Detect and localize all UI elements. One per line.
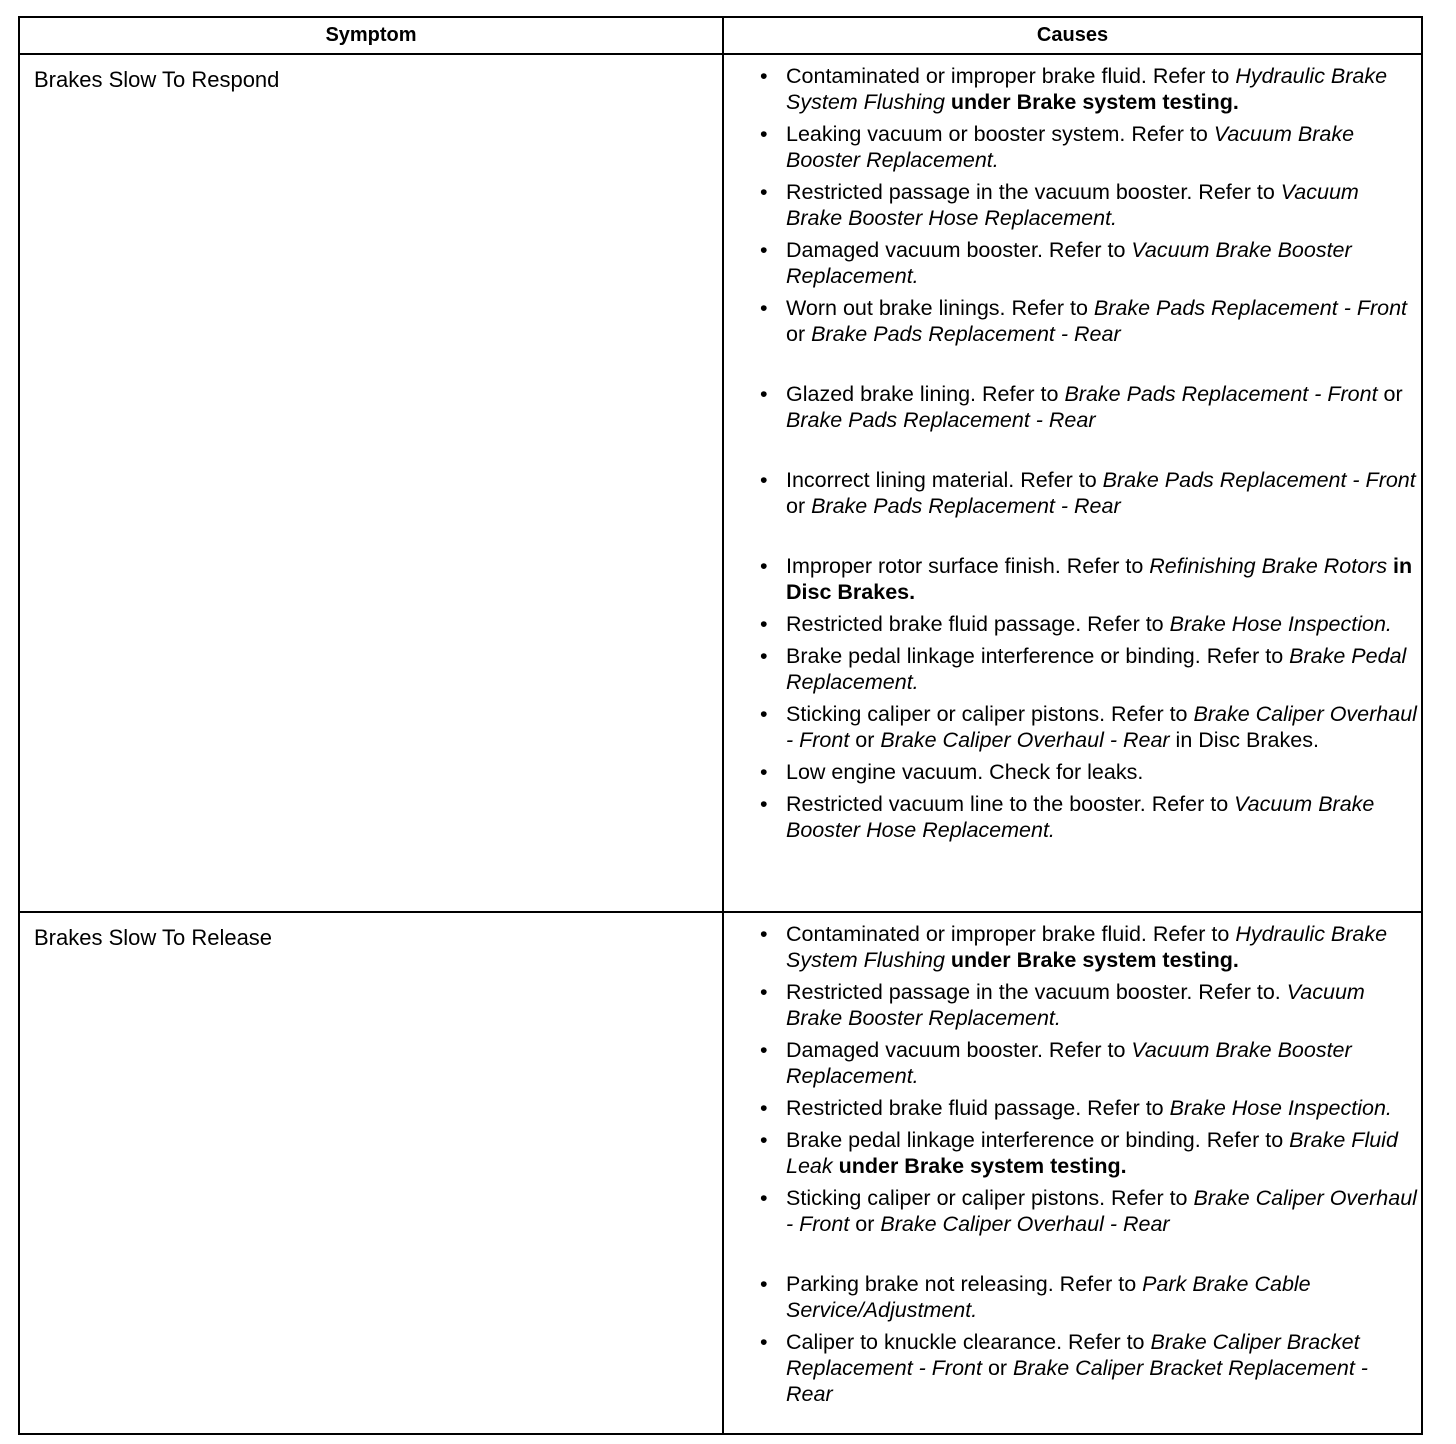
cause-reference: Brake Fluid Leak [786,1128,1398,1178]
cause-reference: Brake Caliper Bracket Replacement - Rear [786,1356,1368,1406]
cause-reference: Vacuum Brake Booster Replacement. [786,122,1355,172]
cause-item [760,63,1417,115]
cause-item [760,1329,1417,1407]
cause-item [760,121,1417,173]
cause-text: Damaged vacuum booster. Refer to [786,1038,1132,1062]
symptom-text: Brakes Slow To Respond [34,67,280,92]
cause-reference: Refinishing Brake Rotors [1149,554,1388,578]
cause-reference: Brake Caliper Overhaul - Rear [880,728,1170,752]
cause-item [760,1037,1417,1089]
cause-text: Damaged vacuum booster. Refer to [786,238,1132,262]
cause-reference: Brake Hose Inspection. [1169,1096,1392,1120]
cause-text: Brake pedal linkage interference or binding. Refer to [786,1128,1290,1152]
cause-text: Contaminated or improper brake fluid. Refer to [786,922,1236,946]
causes-header: Causes [723,17,1422,54]
cause-reference: Brake Caliper Overhaul - Rear [880,1212,1170,1236]
cause-reference: Brake Pads Replacement - Rear [811,322,1121,346]
cause-text: Sticking caliper or caliper pistons. Refer to [786,1186,1194,1210]
symptom-text: Brakes Slow To Release [34,925,273,950]
cause-connector: or [786,494,812,518]
cause-reference: Park Brake Cable Service/Adjustment. [786,1272,1311,1322]
diagnosis-table [18,16,1423,1435]
cause-text: Incorrect lining material. Refer to [786,468,1103,492]
cause-item [760,979,1417,1031]
symptom-cell [19,54,723,912]
table-row [19,54,1422,912]
cause-text: Contaminated or improper brake fluid. Refer to [786,64,1236,88]
cause-reference: Brake Pads Replacement - Front [1093,296,1408,320]
causes-cell [723,912,1422,1434]
cause-item [760,553,1417,605]
cause-text: Restricted passage in the vacuum booster. Refer to. [786,980,1287,1004]
cause-text: Sticking caliper or caliper pistons. Refer to [786,702,1194,726]
cause-item [760,643,1417,695]
cause-item [760,701,1417,753]
cause-text: Caliper to knuckle clearance. Refer to [786,1330,1151,1354]
cause-text: Restricted brake fluid passage. Refer to [786,612,1170,636]
causes-cell [723,54,1422,912]
cause-item [760,611,1417,637]
cause-item [760,1095,1417,1121]
cause-text: Worn out brake linings. Refer to [786,296,1094,320]
cause-connector: or [849,728,881,752]
cause-text: Low engine vacuum. Check for leaks. [786,760,1144,784]
cause-location: under Brake system testing. [832,1154,1127,1178]
cause-text: Improper rotor surface finish. Refer to [786,554,1150,578]
cause-text: Leaking vacuum or booster system. Refer to [786,122,1214,146]
cause-item [760,791,1417,843]
cause-reference: Hydraulic Brake System Flushing [786,64,1388,114]
cause-reference: Brake Pads Replacement - Front [1064,382,1378,406]
cause-connector: or [981,1356,1014,1380]
cause-reference: Vacuum Brake Booster Replacement. [786,980,1365,1030]
cause-item [760,381,1417,433]
cause-connector: or [1377,382,1403,406]
cause-list [724,913,1421,1417]
cause-location: in Disc Brakes. [1169,728,1319,752]
cause-connector: or [849,1212,881,1236]
cause-location: in Disc Brakes. [786,554,1413,604]
cause-reference: Vacuum Brake Booster Replacement. [786,238,1352,288]
header-row [19,17,1422,54]
cause-text: Restricted passage in the vacuum booster. Refer to [786,180,1281,204]
symptom-header: Symptom [19,17,723,54]
cause-text: Brake pedal linkage interference or binding. Refer to [786,644,1290,668]
cause-reference: Brake Pedal Replacement. [786,644,1407,694]
cause-item [760,921,1417,973]
cause-item [760,467,1417,519]
cause-location: under Brake system testing. [944,90,1239,114]
cause-reference: Vacuum Brake Booster Hose Replacement. [786,792,1375,842]
cause-item [760,1271,1417,1323]
cause-reference: Brake Caliper Overhaul - Front [786,702,1417,752]
cause-reference: Hydraulic Brake System Flushing [786,922,1388,972]
cause-item [760,1185,1417,1237]
cause-item [760,759,1417,785]
cause-reference: Brake Hose Inspection. [1169,612,1392,636]
cause-reference: Brake Pads Replacement - Rear [786,408,1096,432]
symptom-cell [19,912,723,1434]
cause-text: Glazed brake lining. Refer to [786,382,1065,406]
cause-item [760,179,1417,231]
cause-location: under Brake system testing. [944,948,1239,972]
cause-reference: Brake Caliper Bracket Replacement - Front [786,1330,1360,1380]
cause-text: Restricted brake fluid passage. Refer to [786,1096,1170,1120]
cause-reference: Vacuum Brake Booster Replacement. [786,1038,1352,1088]
cause-reference: Brake Pads Replacement - Rear [811,494,1121,518]
cause-text: Parking brake not releasing. Refer to [786,1272,1143,1296]
cause-reference: Brake Pads Replacement - Front [1102,468,1416,492]
cause-item [760,1127,1417,1179]
cause-reference: Vacuum Brake Booster Hose Replacement. [786,180,1359,230]
cause-connector: or [786,322,812,346]
cause-text: Restricted vacuum line to the booster. Refer to [786,792,1235,816]
cause-list [724,55,1421,853]
table-row [19,912,1422,1434]
cause-reference: Brake Caliper Overhaul - Front [786,1186,1417,1236]
cause-item [760,295,1417,347]
cause-item [760,237,1417,289]
